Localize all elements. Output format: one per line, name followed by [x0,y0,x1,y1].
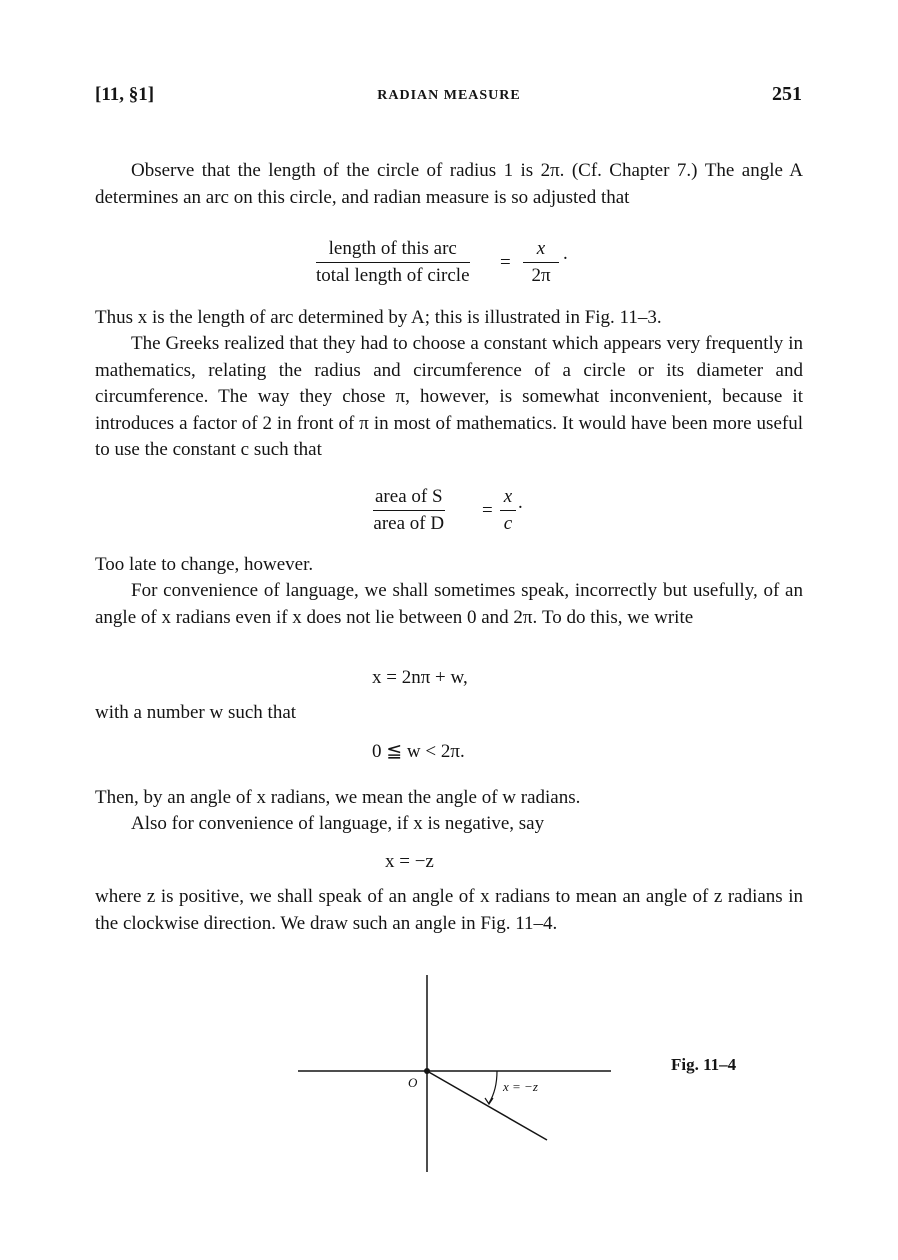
equation-w-range: 0 ≦ w < 2π. [372,741,465,762]
equation-x-equals-minus-z: x = −z [385,851,434,872]
fraction-denominator: total length of circle [316,265,470,286]
paragraph-circle-length: Observe that the length of the circle of radius 1 is 2π. (Cf. Chapter 7.) The angle A determines an arc on this circle, and radian measure is so adjusted that [95,160,803,208]
section-reference: [11, §1] [95,84,155,105]
origin-label: O [408,1075,418,1090]
figure-caption: Fig. 11–4 [671,1055,737,1074]
equation-x-equals-2npi-plus-w: x = 2nπ + w, [372,667,468,688]
page-number: 251 [772,83,802,105]
arrowhead-icon [485,1098,493,1104]
equation-period: . [518,492,523,513]
running-title: RADIAN MEASURE [377,88,521,103]
paragraph-convenience: For convenience of language, we shall sometimes speak, incorrectly but usefully, of an angle of x radians even if x does not lie between 0 and 2π. To do this, we write [95,580,803,628]
fraction-denominator: c [503,513,513,534]
paragraph-greeks: The Greeks realized that they had to choose a constant which appears very frequently in mathematics, relating the radius and circumference of a circle or its diameter and circumference. The way they chose π, however, is somewhat inconvenient, because it introduces a factor of 2 in front of π in most of mathematics. It would have been more useful to use the constant c such that [95,333,803,460]
fraction-denominator: 2π [531,265,551,286]
angle-label: x = −z [503,1079,538,1094]
fraction-numerator: x [500,486,516,511]
paragraph-arc-length: Thus x is the length of arc determined by A; this is illustrated in Fig. 11–3. [95,307,662,328]
fraction-denominator: area of D [373,513,445,534]
paragraph-clockwise: where z is positive, we shall speak of an angle of x radians to mean an angle of z radians in the clockwise direction. We draw such an angle in Fig. 11–4. [95,886,803,934]
origin-point [424,1068,430,1074]
paragraph-number-w: with a number w such that [95,702,297,723]
equals-sign: = [500,252,511,273]
fraction-numerator: length of this arc [316,238,470,263]
paragraph-negative-x: Also for convenience of language, if x is negative, say [131,813,545,834]
fraction-numerator: area of S [373,486,445,511]
paragraph-angle-meaning: Then, by an angle of x radians, we mean the angle of w radians. [95,787,581,808]
fraction-numerator: x [523,238,559,263]
paragraph-too-late: Too late to change, however. [95,554,314,575]
equation-period: . [563,243,568,264]
equals-sign: = [482,500,493,521]
